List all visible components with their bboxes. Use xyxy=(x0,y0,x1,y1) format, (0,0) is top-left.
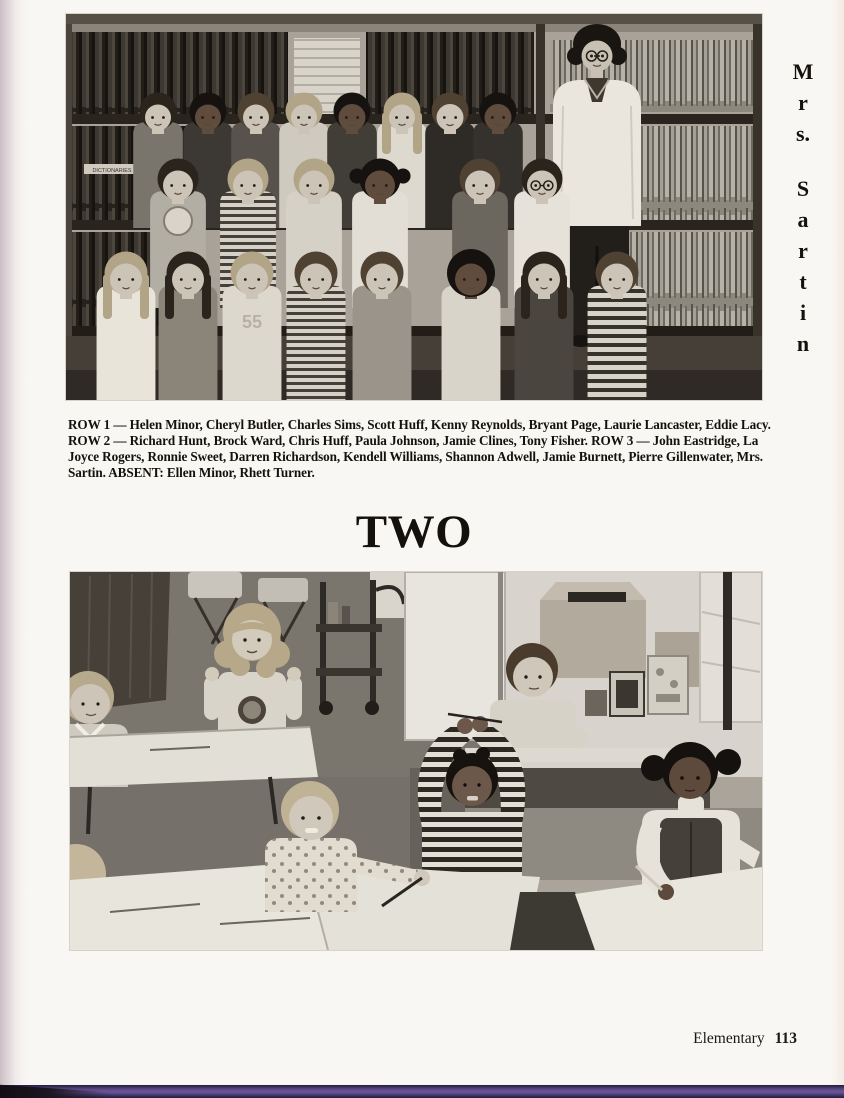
binding-strip xyxy=(0,1085,844,1098)
vertical-letter: n xyxy=(796,331,810,356)
vertical-letter: M xyxy=(792,59,814,84)
vertical-letter: i xyxy=(799,300,807,325)
vertical-letter: r xyxy=(798,90,808,115)
vertical-letter: a xyxy=(797,207,809,232)
vertical-word xyxy=(784,56,822,149)
page-footer xyxy=(68,1030,797,1048)
vertical-letter: S xyxy=(796,176,810,201)
student-figure xyxy=(588,252,647,401)
shelf-label: DICTIONARIES xyxy=(92,168,132,174)
footer-section-label: Elementary xyxy=(693,1030,765,1047)
student-figure xyxy=(97,252,156,401)
section-heading: TWO xyxy=(355,506,473,558)
vertical-letter: s. xyxy=(795,121,811,146)
photo-caption: ROW 1 — Helen Minor, Cheryl Butler, Charles Sims, Scott Huff, Kenny Reynolds, Bryant Page, Laurie Lancaster, Eddie Lacy. ROW 2 — Richard Hunt, Brock Ward, Chris Huff, Paula Johnson, Jamie Clines, Tony Fisher. ROW 3 — John Eastridge, La Joyce Rogers, Ronnie Sweet, Darren Richardson, Kendell Williams, Shannon Adwell, Jamie Burnett, Pierre Gillenwater, Mrs. Sartin. ABSENT: Ellen Minor, Rhett Turner. xyxy=(68,417,771,481)
student-figure xyxy=(287,252,346,401)
page-edge-tint xyxy=(832,0,844,1098)
class-photo xyxy=(66,14,762,400)
vertical-letter: r xyxy=(798,238,808,263)
vertical-letter: t xyxy=(799,269,807,294)
teacher-name-vertical-label xyxy=(784,56,822,383)
student-figure xyxy=(442,249,501,400)
footer-page-number: 113 xyxy=(774,1030,797,1047)
student-figure xyxy=(515,252,574,401)
jersey-number: 55 xyxy=(241,312,263,332)
vertical-word xyxy=(784,173,822,359)
classroom-photo-illustration xyxy=(70,572,762,950)
class-photo-illustration xyxy=(66,14,762,400)
student-figure xyxy=(159,252,218,401)
student-figure xyxy=(353,252,412,401)
page-spine-shadow xyxy=(0,0,30,1098)
classroom-photo xyxy=(70,572,762,950)
